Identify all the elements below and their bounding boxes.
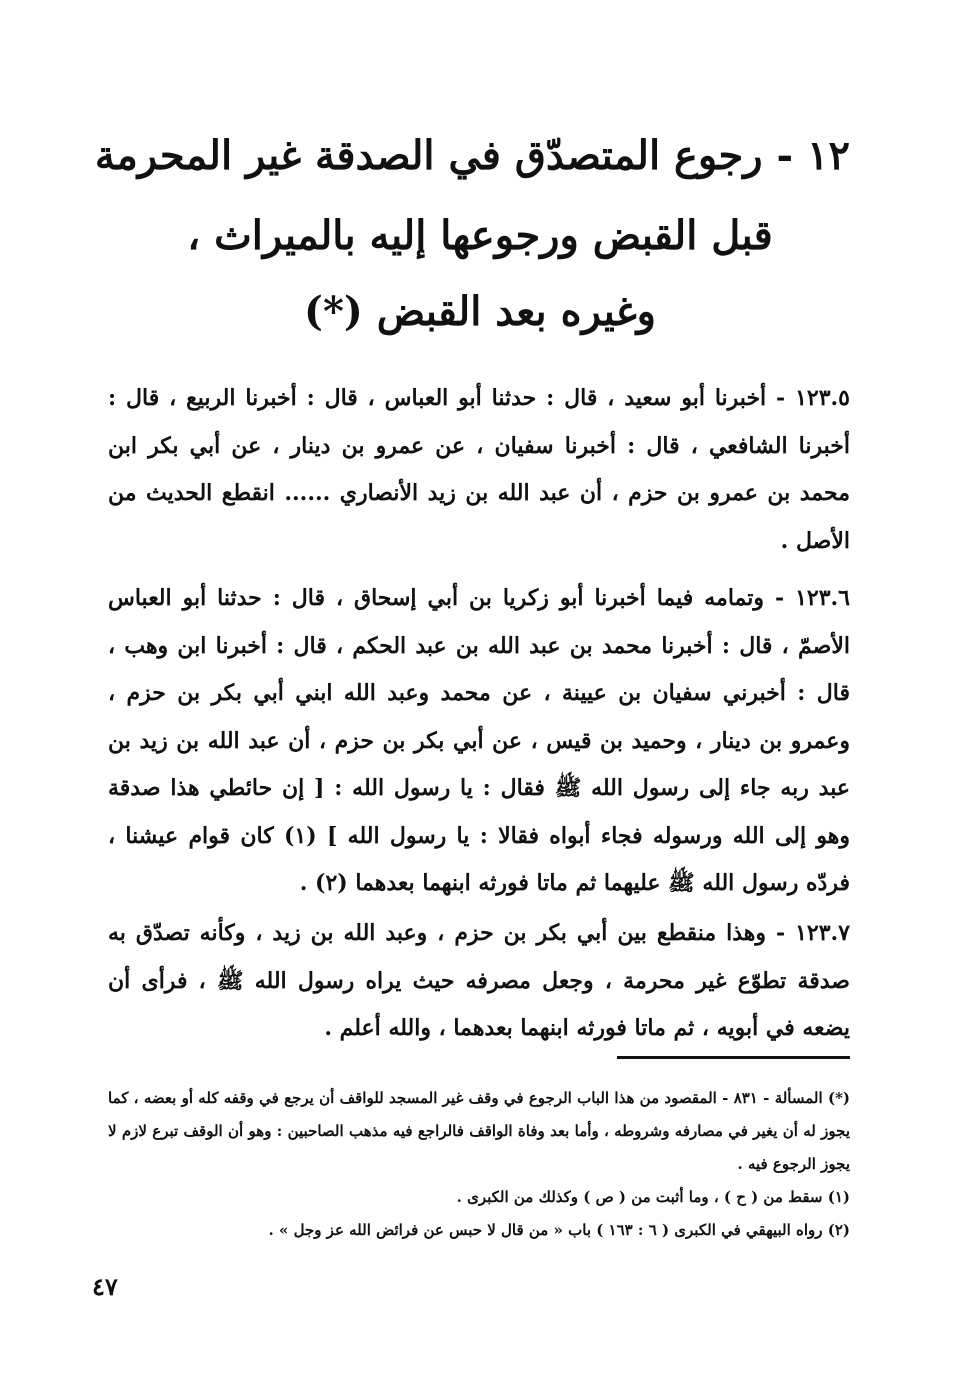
chapter-title-line-1: ١٢ - رجوع المتصدّق في الصدقة غير المحرمة — [94, 132, 850, 179]
footnote-divider — [617, 1056, 850, 1059]
footnote-star: (*) المسألة - ٨٣١ - المقصود من هذا الباب الرجوع في وقف غير المسجد للواقف أن يرجع في وقفه كله أو بعضه ، كما يجوز له أن يغير في مصارفه وشروطه ، وأما بعد وفاة الواقف فالراجع فيه مذهب الصاحبين : وهو أن الوقف تبرع لازم لا يجوز الرجوع فيه . — [108, 1089, 851, 1173]
paragraph-123-6: ١٢٣.٦ - وتمامه فيما أخبرنا أبو زكريا بن أبي إسحاق ، قال : حدثنا أبو العباس الأصمّ ، قال : أخبرنا محمد بن عبد الله بن عبد الحكم ، قال : أخبرنا ابن وهب ، قال : أخبرني سفيان بن عيينة ، عن محمد وعبد الله ابني أبي بكر بن حزم ، وعمرو بن دينار ، وحميد بن قيس ، عن أبي بكر بن حزم ، أن عبد الله بن زيد بن عبد ربه جاء إلى رسول الله ﷺ فقال : يا رسول الله : [ إن حائطي هذا صدقة وهو إلى الله ورسوله فجاء أبواه فقالا : يا رسول الله ] (١) كان قوام عيشنا ، فردّه رسول الله ﷺ عليهما ثم ماتا فورثه ابنهما بعدهما (٢) . — [108, 585, 851, 896]
paragraph-123-7: ١٢٣.٧ - وهذا منقطع بين أبي بكر بن حزم ، وعبد الله بن زيد ، وكأنه تصدّق به صدقة تطوّع غير محرمة ، وجعل مصرفه حيث يراه رسول الله ﷺ ، فرأى أن يضعه في أبويه ، ثم ماتا فورثه ابنهما بعدهما ، والله أعلم . — [108, 920, 850, 1041]
paragraph-123-5: ١٢٣.٥ - أخبرنا أبو سعيد ، قال : حدثنا أبو العباس ، قال : أخبرنا الربيع ، قال : أخبرنا الشافعي ، قال : أخبرنا سفيان ، عن عمرو بن دينار ، عن أبي بكر ابن محمد بن عمرو بن حزم ، أن عبد الله بن زيد الأنصاري ...... انقطع الحديث من الأصل . — [108, 385, 850, 554]
chapter-title-line-2: قبل القبض ورجوعها إليه بالميراث ، — [187, 212, 773, 259]
page-number: ٤٧ — [92, 1272, 118, 1301]
footnotes — [108, 1082, 850, 1247]
chapter-title-line-3: وغيره بعد القبض (*) — [304, 288, 656, 335]
footnote-2: (٢) رواه البيهقي في الكبرى ( ٦ : ١٦٣ ) باب « من قال لا حبس عن فرائض الله عز وجل » . — [268, 1221, 850, 1239]
footnote-1: (١) سقط من ( ح ) ، وما أثبت من ( ص ) وكذلك من الكبرى . — [456, 1188, 850, 1206]
